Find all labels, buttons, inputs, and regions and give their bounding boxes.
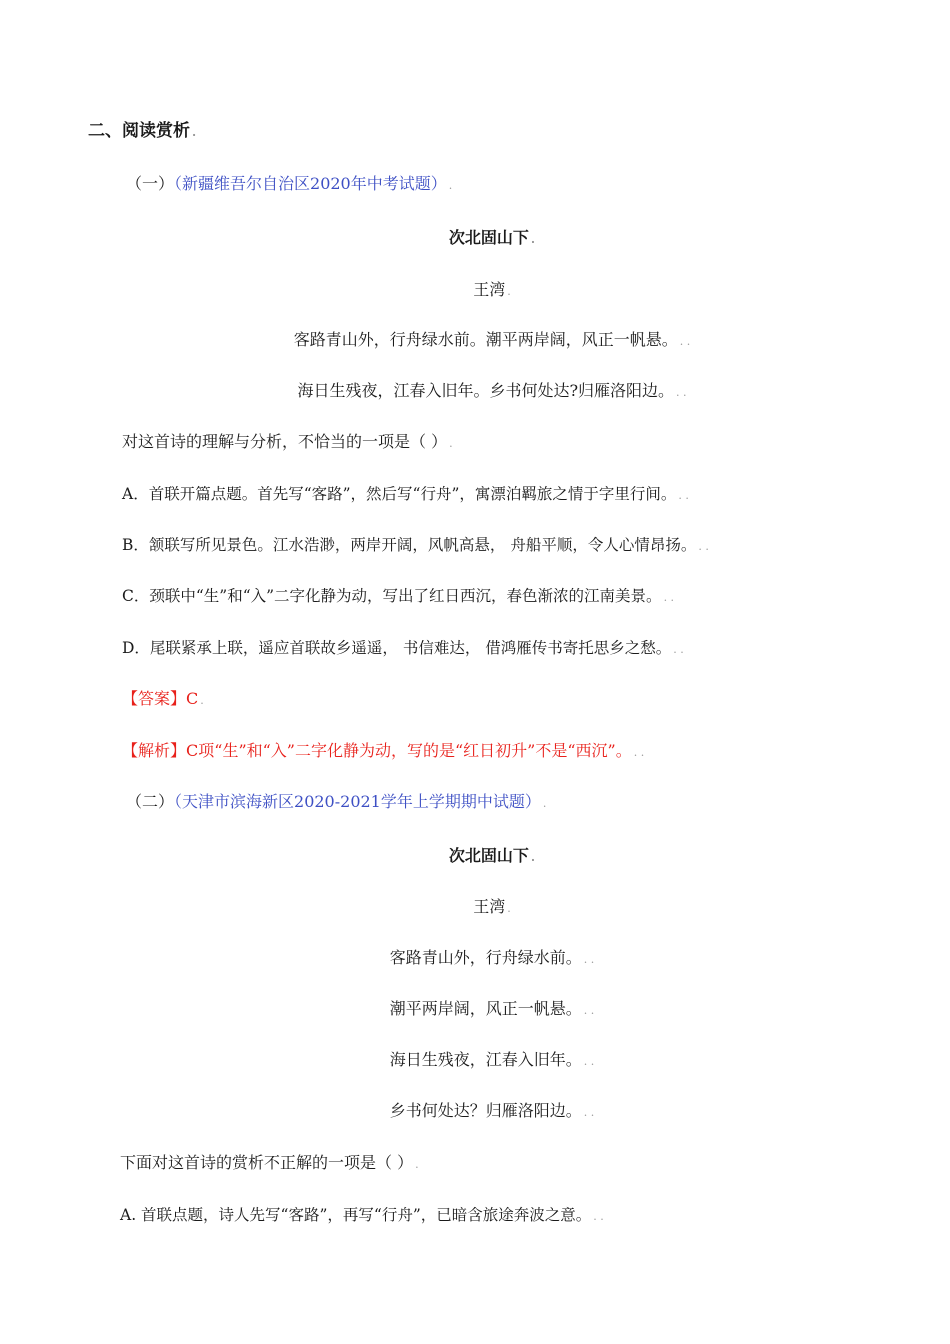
- paragraph-mark: . .: [676, 386, 687, 399]
- paragraph-mark: .: [507, 285, 511, 298]
- part1-option-b: [122, 535, 709, 557]
- author-text: 王湾: [473, 897, 506, 916]
- analysis-label: 【解析】: [122, 741, 187, 760]
- paragraph-mark: . .: [673, 643, 684, 656]
- paragraph-mark: . .: [583, 1055, 595, 1068]
- part1-author: [0, 280, 950, 302]
- part2-poem-title: [0, 846, 950, 868]
- paragraph-mark: . .: [583, 1004, 595, 1017]
- part1-source: （新疆维吾尔自治区2020年中考试题）: [174, 174, 447, 193]
- part1-poem-line: [0, 381, 950, 403]
- poem-title-text: 次北固山下: [448, 228, 529, 247]
- poem-line-text: 潮平两岸阔，风正一帆悬。: [389, 999, 582, 1018]
- poem-line-text: 海日生残夜，江春入旧年。: [389, 1050, 582, 1069]
- part2-poem-line: [0, 1101, 950, 1123]
- part1-label: （一）: [126, 174, 175, 193]
- part2-poem-line: [0, 948, 950, 970]
- part2-header: [126, 792, 546, 814]
- paragraph-mark: .: [542, 797, 547, 810]
- option-text: B．颔联写所见景色。江水浩渺，两岸开阔，风帆高悬， 舟船平顺，令人心情昂扬。: [122, 536, 697, 554]
- part1-option-a: [122, 484, 689, 506]
- part1-poem-title: [0, 228, 950, 250]
- section-heading-text: 二、阅读赏析: [88, 121, 190, 141]
- part1-question: [122, 432, 453, 454]
- part1-answer: [122, 689, 204, 711]
- part2-author: [0, 897, 950, 919]
- option-text: A. 首联点题，诗人先写“客路”，再写“行舟”，已暗含旅途奔波之意。: [120, 1206, 592, 1224]
- part1-analysis: [122, 741, 644, 763]
- paragraph-mark: . .: [698, 540, 709, 553]
- option-text: C．颈联中“生”和“入”二字化静为动，写出了红日西沉，春色渐浓的江南美景。: [122, 587, 662, 605]
- poem-line-text: 乡书何处达？归雁洛阳边。: [389, 1101, 582, 1120]
- paragraph-mark: .: [200, 694, 204, 707]
- poem-line-text: 海日生残夜，江春入旧年。乡书何处达?归雁洛阳边。: [297, 381, 675, 400]
- paragraph-mark: .: [415, 1158, 419, 1171]
- option-text: D．尾联紧承上联，遥应首联故乡遥遥， 书信难达， 借鸿雁传书寄托思乡之愁。: [122, 639, 672, 657]
- part1-option-c: [122, 586, 674, 608]
- paragraph-mark: .: [449, 437, 453, 450]
- part2-label: （二）: [126, 792, 175, 811]
- poem-line-text: 客路青山外，行舟绿水前。: [389, 948, 582, 967]
- option-text: A．首联开篇点题。首先写“客路”，然后写“行舟”，寓漂泊羁旅之情于字里行间。: [122, 485, 677, 503]
- paragraph-mark: .: [530, 233, 536, 246]
- analysis-text: C项“生”和“入”二字化静为动，写的是“红日初升”不是“西沉”。: [186, 741, 632, 760]
- part2-poem-line: [0, 1050, 950, 1072]
- part2-source: （天津市滨海新区2020-2021学年上学期期中试题）: [174, 792, 541, 811]
- paragraph-mark: . .: [633, 746, 645, 759]
- paragraph-mark: . .: [679, 335, 691, 348]
- paragraph-mark: .: [448, 179, 453, 192]
- part1-poem-line: [0, 330, 950, 352]
- question-text: 下面对这首诗的赏析不正解的一项是（ ）: [120, 1153, 414, 1172]
- paragraph-mark: . .: [583, 1106, 595, 1119]
- part1-header: [126, 174, 452, 196]
- paragraph-mark: .: [507, 902, 511, 915]
- section-heading: [88, 121, 196, 143]
- part1-option-d: [122, 638, 684, 660]
- part2-question: [120, 1153, 419, 1175]
- author-text: 王湾: [473, 280, 506, 299]
- question-text: 对这首诗的理解与分析，不恰当的一项是（ ）: [122, 432, 448, 451]
- paragraph-mark: .: [530, 851, 536, 864]
- part2-poem-line: [0, 999, 950, 1021]
- paragraph-mark: .: [192, 126, 197, 139]
- poem-title-text: 次北固山下: [448, 846, 529, 865]
- paragraph-mark: . .: [583, 953, 595, 966]
- part2-option-a: [120, 1205, 604, 1227]
- paragraph-mark: . .: [663, 591, 675, 604]
- paragraph-mark: . .: [678, 489, 689, 502]
- paragraph-mark: . .: [593, 1210, 604, 1223]
- answer-label: 【答案】: [122, 689, 187, 708]
- answer-value: C: [186, 689, 199, 708]
- poem-line-text: 客路青山外，行舟绿水前。潮平两岸阔，风正一帆悬。: [293, 330, 678, 349]
